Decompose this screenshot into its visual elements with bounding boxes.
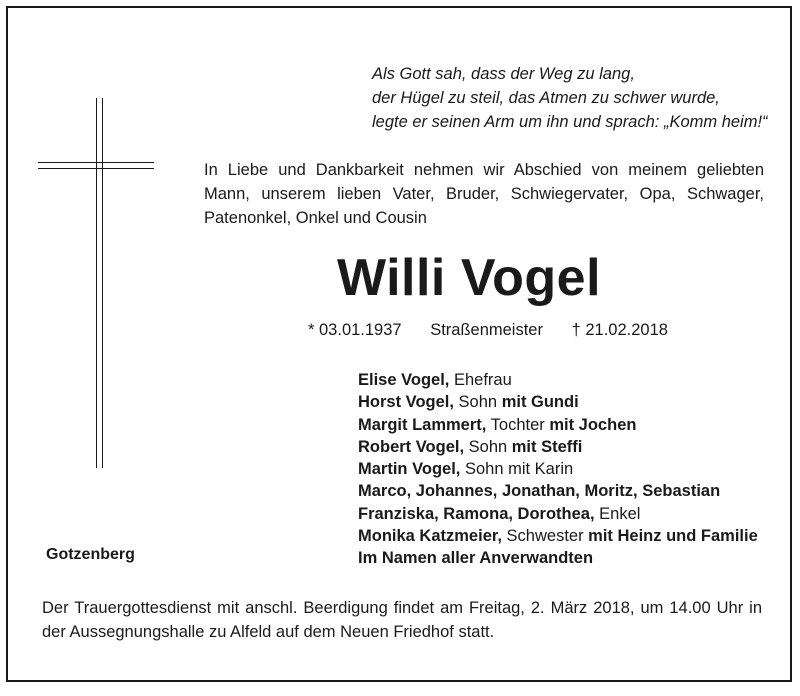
poem	[372, 62, 768, 134]
poem-line: Als Gott sah, dass der Weg zu lang,	[372, 65, 635, 83]
mourner-text: Tochter	[486, 415, 550, 434]
mourner-row	[358, 525, 758, 547]
mourner-text: Horst Vogel,	[358, 393, 454, 412]
mourner-row	[358, 458, 758, 480]
mourner-text: Monika Katzmeier,	[358, 527, 502, 546]
intro-text: In Liebe und Dankbarkeit nehmen wir Abschied von meinem geliebten Mann, unserem lieben Vater, Bruder, Schwiegervater, Opa, Schwager, Patenonkel, Onkel und Cousin	[204, 161, 764, 227]
death-date: † 21.02.2018	[571, 321, 668, 339]
poem-line: der Hügel zu steil, das Atmen zu schwer wurde,	[372, 89, 720, 107]
obituary-notice	[6, 6, 792, 682]
mourner-row	[358, 391, 758, 413]
life-dates	[308, 318, 668, 342]
mourner-text: mit Gundi	[501, 393, 579, 412]
mourner-text: mit Heinz und Familie	[588, 527, 758, 546]
deceased-name: Willi Vogel	[336, 249, 602, 307]
mourner-row	[358, 369, 758, 391]
mourner-text: mit Steffi	[511, 437, 583, 456]
mourner-text: Sohn mit Karin	[460, 460, 574, 479]
cross-horizontal-line	[38, 168, 154, 169]
place-name: Gotzenberg	[46, 546, 135, 563]
mourner-text: Ehefrau	[449, 371, 512, 389]
cross-horizontal-line	[38, 162, 154, 163]
mourner-text: Im Namen aller Anverwandten	[358, 549, 594, 568]
mourner-text: Franziska, Ramona, Dorothea,	[358, 504, 595, 523]
mourner-text: Elise Vogel,	[358, 371, 450, 389]
mourner-text: Enkel	[594, 504, 641, 523]
poem-line: legte er seinen Arm um ihn und sprach: „Komm heim!“	[372, 113, 768, 131]
mourner-row	[358, 547, 758, 569]
mourner-text: Marco, Johannes, Jonathan, Moritz, Sebastian	[358, 482, 721, 501]
mourner-row	[358, 503, 758, 525]
mourner-text: Martin Vogel,	[358, 460, 461, 479]
mourner-text: Sohn	[453, 393, 502, 412]
mourner-text: Robert Vogel,	[358, 437, 465, 456]
mourner-text: mit Jochen	[549, 415, 637, 434]
funeral-service-info: Der Trauergottesdienst mit anschl. Beerdigung findet am Freitag, 2. März 2018, um 14.00 Uhr in der Aussegnungshalle zu Alfeld auf dem Neuen Friedhof statt.	[42, 599, 762, 641]
mourners-list	[358, 369, 758, 570]
mourner-text: Schwester	[501, 527, 589, 546]
mourner-text: Margit Lammert,	[358, 415, 487, 434]
profession: Straßenmeister	[430, 321, 543, 339]
mourner-row	[358, 480, 758, 502]
birth-date: * 03.01.1937	[308, 321, 402, 339]
mourner-row	[358, 414, 758, 436]
mourner-text: Sohn	[464, 437, 512, 456]
mourner-row	[358, 436, 758, 458]
